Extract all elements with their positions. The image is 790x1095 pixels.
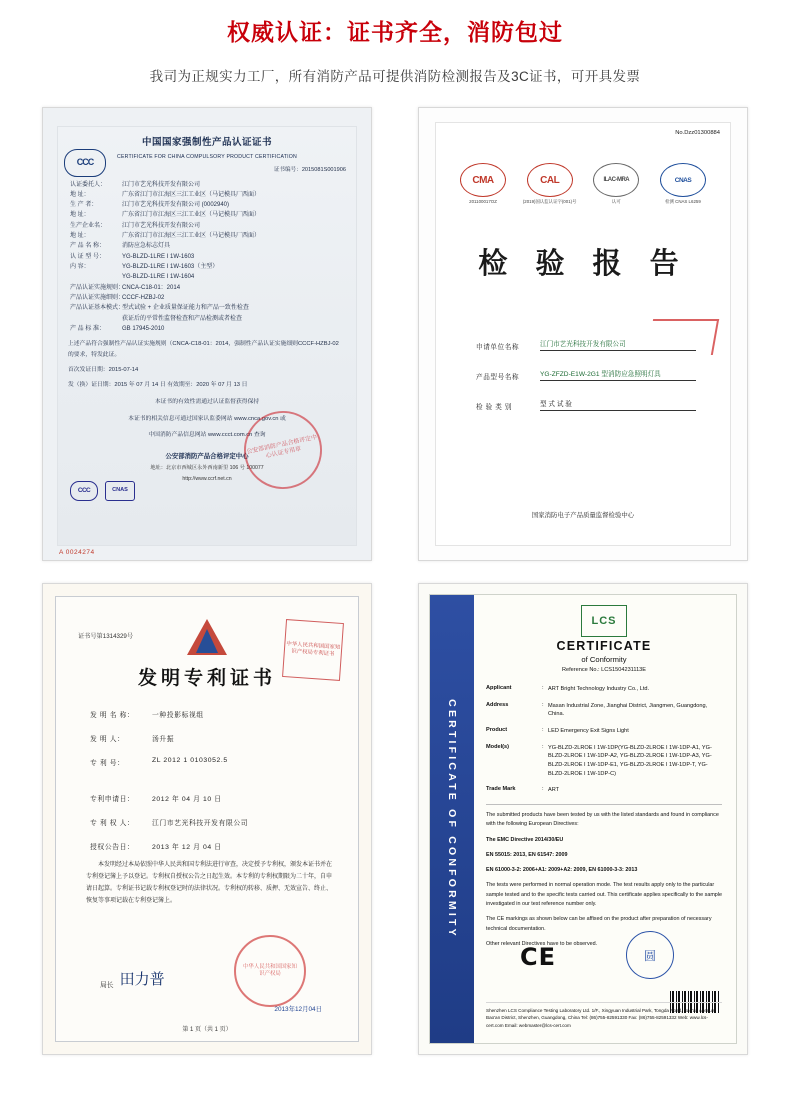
patent-field-row [90,817,330,827]
ccc-field-key [70,272,122,282]
patent-field-row [90,709,330,719]
patent-emblem-blue [196,629,218,653]
ce-field-key: Applicant [486,685,512,691]
report-title: 检 验 报 告 [478,246,688,280]
ccc-field-value: GB 17945-2010 [122,325,165,332]
ce-mark-icon: CE [520,943,557,971]
ccc-field-value: 广东省江门市江海区三江工业区（马记模具厂西面） [122,191,261,198]
report-field-row [476,398,696,411]
ccc-field-row [70,190,346,200]
ilac-ring-icon: ILAC-MRA [593,163,639,197]
patent-paragraph: 本发明经过本局依照中华人民共和国专利法进行审查，决定授予专利权，颁发本证书并在专利登记簿上予以登记。专利权自授权公告之日起生效。本专利的专利权期限为二十年，自申请日起算。专利证书记载专利权登记时的法律状况。专利权的转移、质押、无效宣告、终止、恢复等事项记载在专利登记簿上。 [86,862,333,904]
patent-field-row [90,793,330,803]
ce-paragraph-2: The tests were performed in normal operation mode. The test results apply only to the particular sample tested and to the specific tests carried out. This certificate applies specifically to the sample investigated in our test reference number only. [486,882,723,908]
ccc-title-en: CERTIFICATE FOR CHINA COMPULSORY PRODUCT CERTIFICATION [117,153,297,160]
cal-sub: (2019)国认监认证字(001)号 [522,199,577,204]
patent-emblem-icon [180,615,234,661]
ccc-official-stamp: 公安部消防产品合格评定中心认证专用章 [237,404,330,497]
ccc-note: 上述产品符合强制性产品认证实施规则（CNCA-C18-01：2014，强制性产品认证实施细则CCCF-HZBJ-02 的要求，特发此证。 [68,341,339,358]
ccc-field-key: 地 址： [70,233,90,240]
ccc-first-issue: 首次发证日期：2015-07-14 [68,367,139,374]
patent-top-stamp: 中华人民共和国国家知识产权局专利证书 [282,619,344,681]
patent-number: 证书号第1314329号 [78,633,134,640]
cnas-sub: 检测 CNAS L6259 [665,199,701,204]
cma-ring-icon: CMA [460,163,506,197]
ccc-field-value: 型式试验 + 企业质量保证能力和产品一致性检查 [122,305,249,312]
ce-fields [486,685,722,803]
cnas-logo [654,163,712,205]
ccc-issuer: 公安部消防产品合格评定中心 [165,453,249,461]
patent-date: 2013年12月04日 [274,1006,322,1013]
page-header [0,0,790,85]
ccc-field-row [70,262,346,272]
ce-footer: Shenzhen LCS Compliance Testing Laboratory Ltd. 1/F., Xingyuan Industrial Park, Tongda Road, Bao'an Avenue, Bao'an District, Shenzhen, Guangdong, China Tel: (86)755-82591330 Fax: (86)755-82591332 Web: www.lcs-cert.com Email: webmaster@lcs-cert.com [486,1002,722,1029]
ccc-serial: A 0024274 [59,549,95,556]
patent-field-key: 发 明 人： [90,736,125,743]
cnas-ring-icon: CNAS [660,163,706,197]
ccc-field-row [70,241,346,251]
ce-field-value: Masan Industrial Zone, Jianghai District, Jiangmen, Guangdong, China. [548,702,708,718]
patent-fields [90,709,330,781]
ccc-field-value: 广东省江门市江海区三江工业区（马记模具厂西面） [122,233,261,240]
report-number-value: No.Dzz01300884 [675,130,720,136]
ce-field-sep: : [542,726,544,733]
ce-field-row [486,786,722,795]
ccc-issue-date: 发（换）证日期：2015 年 07 月 14 日 有效期至：2020 年 07 月 13 日 [68,382,248,389]
ce-field-row [486,702,722,719]
ccc-field-key: 产品认证实施细则： [70,294,125,301]
ccc-field-value: YG-BLZD-1LRE I 1W-1604 [122,274,195,281]
report-fields [476,338,696,428]
report-accreditation-logos [454,163,712,205]
patent-signature-name: 田力普 [119,970,165,988]
ce-side-band-text: CERTIFICATE OF CONFORMITY [446,699,458,939]
ce-body [482,601,726,1037]
ccc-field-key: 生产企业名： [70,222,107,229]
report-issuer: 国家消防电子产品质量监督检验中心 [531,512,635,519]
report-field-row [476,368,696,381]
ce-field-row [486,727,722,736]
certificate-ce[interactable] [418,583,748,1055]
ccc-field-key: 产品认证基本模式： [70,305,125,312]
ccc-mark-icon: CCC [70,481,98,501]
ccc-inner [57,126,357,546]
ce-reference: Reference No.: LCS1504231113E [561,667,647,673]
ce-field-value: LED Emergency Exit Signs Light [548,727,629,734]
ccc-field-row [70,272,346,282]
report-field-value: 江门市艺光科技开发有限公司 [540,338,696,351]
page-title: 权威认证：证书齐全，消防包过 [227,20,563,46]
patent-field-key: 发 明 名 称： [90,712,135,719]
ce-field-row [486,744,722,779]
patent-field-value: 2013 年 12 月 04 日 [152,844,222,851]
ccc-field-key: 地 址： [70,212,90,219]
ce-seal-icon: 圆 [626,931,674,979]
ce-divider [486,804,722,805]
ccc-field-row [70,221,346,231]
ce-title: CERTIFICATE [556,639,652,653]
patent-field-key: 专利申请日： [90,796,135,803]
ccc-marks [70,481,135,501]
patent-field-key: 授权公告日： [90,844,135,851]
ce-field-sep: : [542,743,544,750]
ccc-field-value: 江门市艺光科技开发有限公司 [122,222,201,229]
ce-paragraph-3: The CE markings as shown below can be affixed on the product after preparation of necessary technical documentation. [486,916,712,932]
ccc-field-value: 广东省江门市江海区三江工业区（马记模具厂西面） [122,212,261,219]
ce-field-value: YG-BLZD-2LROE I 1W-1DP(YG-BLZD-2LROE I 1W-1DP-A1, YG-BLZD-2LROE I 1W-1DP-A2, YG-BLZD-2LROE I 1W-1DP-A3, YG-BLZD-2LROE I 1W-1DP-E1, YG-BLZD-2LROE I 1W-1DP-T, YG-BLZD-2LROE I 1W-1DP-C) [548,744,712,777]
ccc-logo-icon: CCC [64,149,106,177]
ccc-field-row [70,200,346,210]
ccc-field-key: 产 品 标 准： [70,325,106,332]
ce-field-sep: : [542,786,544,793]
ce-field-row [486,685,722,694]
ce-paragraph-4: Other relevant Directives have to be observed. [486,940,598,947]
ccc-field-row [70,303,346,313]
ce-body-text [486,811,722,955]
patent-field-value: 江门市艺光科技开发有限公司 [152,820,249,827]
ccc-url: http://www.ccrf.net.cn [182,476,232,483]
ccc-field-key: 生 产 者： [70,202,98,209]
ccc-field-key: 认证委托人： [70,181,107,188]
report-field-row [476,338,696,351]
report-field-value: YG-ZFZD-E1W-2G1 型消防应急照明灯具 [540,368,696,381]
patent-signature-label: 局长 [100,982,114,989]
ccc-address: 地址：北京市西城区永外西南新里 106 号 100077 [150,465,264,472]
ce-field-sep: : [542,685,544,691]
ccc-field-value: CCCF-HZBJ-02 [122,294,165,301]
ccc-field-key: 认 证 型 号： [70,253,106,260]
cnas-mark-icon: CNAS [105,481,135,501]
ccc-field-row [70,293,346,303]
ccc-field-key [70,314,122,324]
patent-bottom-stamp: 中华人民共和国国家知识产权局 [234,935,306,1007]
patent-field-key: 专 利 权 人： [90,820,135,827]
report-field-key: 申请单位名称 [476,344,520,351]
ce-inner [429,594,737,1044]
patent-page-number: 第 1 页（共 1 页） [182,1027,232,1033]
ccc-title: 中国国家强制性产品认证证书 [141,137,272,148]
patent-inner [55,596,359,1042]
patent-field-value: ZL 2012 1 0103052.5 [152,757,228,764]
ce-field-value: ART Bright Technology Industry Co., Ltd. [548,686,650,692]
patent-field-row [90,757,330,767]
patent-signature [100,968,165,989]
ce-field-key: Address [486,701,509,708]
report-inner [435,122,731,546]
ccc-query-note: 本证书的相关信息可通过国家认监委网站 www.cnca.gov.cn 或 [128,415,286,422]
certificate-grid [42,107,748,1055]
patent-field-value: 2012 年 04 月 10 日 [152,796,222,803]
report-field-key: 产品型号名称 [476,374,520,381]
ce-standard-1: EN 55015: 2013, EN 61547: 2009 [486,851,568,858]
ce-field-sep: : [542,701,544,708]
ccc-field-key: 产 品 名 称： [70,243,106,250]
ccc-field-value: YG-BLZD-1LRE I 1W-1603 [122,253,195,260]
ilac-sub: 认可 [611,199,621,204]
ccc-field-key: 产品认证实施规则： [70,284,125,291]
ccc-field-row [70,231,346,241]
certificate-inspection-report[interactable] [418,107,748,561]
ccc-field-key: 地 址： [70,191,90,198]
cal-ring-icon: CAL [527,163,573,197]
patent-field-row [90,733,330,743]
ccc-field-value: 消防应急标志灯具 [122,243,171,250]
cal-logo [521,163,579,205]
ccc-validity-note: 本证书的有效性需通过认证监督获得保持 [154,398,260,405]
ce-directive: The EMC Directive 2014/30/EU [486,836,564,843]
ccc-field-row [70,314,346,324]
ccc-cert-number [68,166,346,176]
patent-field-row [90,841,330,851]
ccc-field-row [70,252,346,262]
patent-fields-2 [90,793,330,865]
patent-field-value: 汤升振 [152,736,175,743]
certificate-patent[interactable] [42,583,372,1055]
ccc-fields [70,180,346,335]
ilac-mra-logo [587,163,645,205]
ccc-field-value: 获证后的平常性监督检查和产品检测或者检查 [122,315,243,322]
ccc-field-row [70,283,346,293]
ccc-field-value: CNCA-C18-01：2014 [122,284,181,291]
ccc-cert-number-label: 证书编号： [273,166,302,173]
cma-sub: 201100017OZ [469,199,497,204]
ccc-field-key: 内 容： [70,264,90,270]
patent-title: 发明专利证书 [137,667,276,689]
ccc-field-value: 江门市艺光科技开发有限公司 (0002940) [122,202,230,209]
ce-field-key: Trade Mark [486,786,516,793]
ce-field-key: Product [486,726,508,733]
patent-field-key: 专 利 号： [90,760,125,767]
ce-subtitle: of Conformity [581,655,627,664]
patent-field-value: 一种投影标视组 [152,712,204,719]
certificate-ccc[interactable] [42,107,372,561]
cma-logo [454,163,512,204]
ccc-query-site: 中国消防产品信息网站 www.ccct.com.cn 查询 [148,432,266,439]
ccc-field-value: YG-BLZD-1LRE I 1W-1603（主型） [122,264,219,270]
ce-field-value: ART [548,787,560,794]
ccc-cert-number-value: 2015081S001906 [301,166,346,173]
ccc-field-row [70,180,346,190]
ce-standard-2: EN 61000-3-2: 2006+A1: 2009+A2: 2009, EN 61000-3-3: 2013 [486,867,638,874]
report-field-value: 型 式 试 验 [540,398,696,411]
ce-side-band [430,595,474,1043]
ccc-field-row [70,210,346,220]
page-subtitle: 我司为正规实力工厂，所有消防产品可提供消防检测报告及3C证书，可开具发票 [149,69,641,84]
lcs-logo-icon: LCS [581,605,627,637]
report-field-key: 检 验 类 别 [476,404,513,411]
ce-field-key: Model(s) [486,743,509,750]
ccc-field-value: 江门市艺光科技开发有限公司 [122,181,201,188]
ce-paragraph: The submitted products have been tested by us with the listed standards and found in compliance with the following European Directives: [486,812,719,828]
ccc-field-row [70,324,346,334]
